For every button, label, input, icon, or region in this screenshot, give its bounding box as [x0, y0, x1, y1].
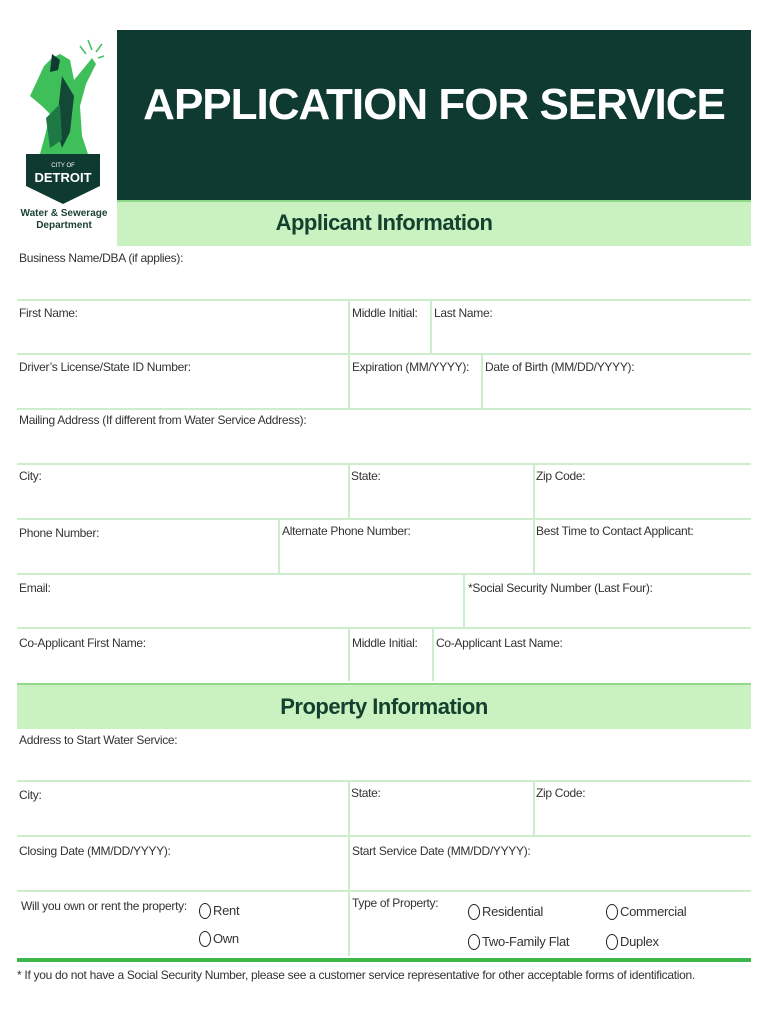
logo-caption-line1: Water & Sewerage — [20, 208, 108, 219]
mailing-address-label: Mailing Address (If different from Water Service Address): — [19, 413, 307, 427]
expiration-label: Expiration (MM/YYYY): — [352, 360, 470, 374]
logo-caption-line2: Department — [36, 220, 92, 231]
divider — [348, 465, 350, 518]
dob-label: Date of Birth (MM/DD/YYYY): — [485, 360, 635, 374]
own-rent-label: Will you own or rent the property: — [21, 899, 187, 913]
page-title: APPLICATION FOR SERVICE — [143, 80, 725, 129]
duplex-radio[interactable] — [606, 934, 618, 950]
own-radio-label: Own — [213, 931, 239, 946]
rent-radio-label: Rent — [213, 903, 240, 918]
divider — [348, 629, 350, 681]
divider — [17, 890, 751, 892]
state-label: State: — [351, 469, 381, 483]
phone-label: Phone Number: — [19, 526, 100, 540]
first-name-label: First Name: — [19, 306, 78, 320]
divider — [17, 299, 751, 301]
divider — [481, 355, 483, 408]
applicant-heading: Applicant Information — [275, 210, 493, 235]
divider — [17, 627, 751, 629]
logo-small-text: CITY OF — [51, 163, 75, 169]
email-label: Email: — [19, 581, 51, 595]
business-name-label: Business Name/DBA (if applies): — [19, 251, 184, 265]
alt-phone-label: Alternate Phone Number: — [282, 524, 411, 538]
divider — [348, 837, 350, 890]
co-last-name-label: Co-Applicant Last Name: — [436, 636, 563, 650]
divider — [278, 520, 280, 573]
residential-radio-label: Residential — [482, 904, 544, 919]
last-name-label: Last Name: — [434, 306, 493, 320]
zip-label: Zip Code: — [536, 469, 586, 483]
divider — [533, 465, 535, 518]
divider — [533, 782, 535, 835]
divider — [17, 518, 751, 520]
property-city-label: City: — [19, 788, 42, 802]
best-time-label: Best Time to Contact Applicant: — [536, 524, 694, 538]
ssn-label: *Social Security Number (Last Four): — [468, 581, 653, 595]
duplex-radio-label: Duplex — [620, 934, 659, 949]
bottom-divider — [17, 958, 751, 962]
divider — [17, 835, 751, 837]
property-type-label: Type of Property: — [352, 896, 439, 910]
property-zip-label: Zip Code: — [536, 786, 586, 800]
divider — [17, 408, 751, 410]
divider — [17, 780, 751, 782]
divider — [348, 355, 350, 408]
property-heading: Property Information — [280, 694, 488, 719]
divider — [348, 782, 350, 835]
co-middle-initial-label: Middle Initial: — [352, 636, 418, 650]
divider — [432, 629, 434, 681]
rent-radio[interactable] — [199, 903, 211, 919]
divider — [430, 301, 432, 353]
logo-city-text: DETROIT — [34, 170, 92, 185]
divider — [17, 463, 751, 465]
middle-initial-label: Middle Initial: — [352, 306, 418, 320]
service-address-label: Address to Start Water Service: — [19, 733, 178, 747]
logo-caption — [18, 208, 110, 232]
residential-radio[interactable] — [468, 904, 480, 920]
commercial-radio-label: Commercial — [620, 904, 687, 919]
license-label: Driver’s License/State ID Number: — [19, 360, 191, 374]
commercial-radio[interactable] — [606, 904, 618, 920]
start-date-label: Start Service Date (MM/DD/YYYY): — [352, 844, 531, 858]
divider — [348, 301, 350, 353]
divider — [17, 353, 751, 355]
two-family-flat-radio[interactable] — [468, 934, 480, 950]
two-family-flat-radio-label: Two-Family Flat — [482, 934, 570, 949]
divider — [463, 575, 465, 627]
spirit-of-detroit-icon — [30, 40, 104, 154]
property-state-label: State: — [351, 786, 381, 800]
divider — [348, 892, 350, 956]
own-radio[interactable] — [199, 931, 211, 947]
city-label: City: — [19, 469, 42, 483]
divider — [533, 520, 535, 573]
closing-date-label: Closing Date (MM/DD/YYYY): — [19, 844, 171, 858]
co-first-name-label: Co-Applicant First Name: — [19, 636, 146, 650]
ssn-footnote: * If you do not have a Social Security Number, please see a customer service representative for other acceptable forms of identification. — [17, 968, 695, 982]
divider — [17, 573, 751, 575]
